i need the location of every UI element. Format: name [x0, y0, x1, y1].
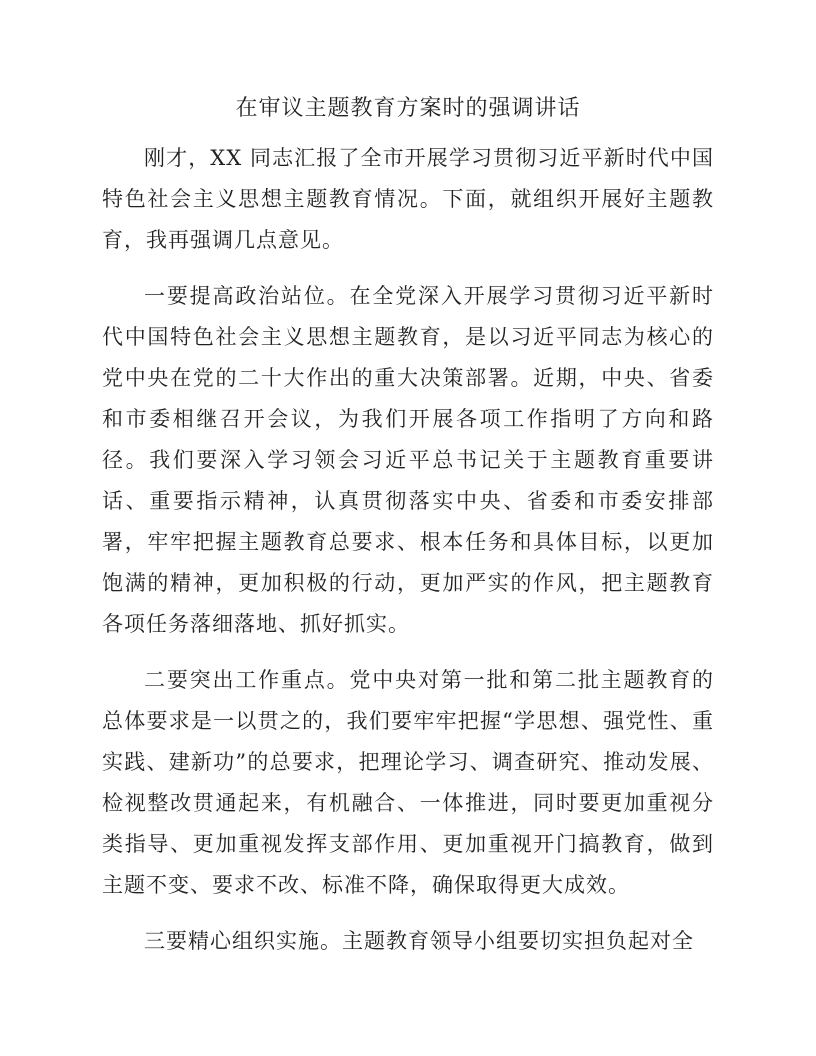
paragraph-point-one: 一要提高政治站位。在全党深入开展学习贯彻习近平新时代中国特色社会主义思想主题教育，是以习近平同志为核心的党中央在党的二十大作出的重大决策部署。近期，中央、省委和市委相继召开会议，为我们开展各项工作指明了方向和路径。我们要深入学习领会习近平总书记关于主题教育重要讲话、重要指示精神，认真贯彻落实中央、省委和市委安排部署，牢牢把握主题教育总要求、根本任务和具体目标，以更加饱满的精神，更加积极的行动，更加严实的作风，把主题教育各项任务落细落地、抓好抓实。 [102, 284, 714, 636]
paragraph-intro: 刚才，XX 同志汇报了全市开展学习贯彻习近平新时代中国特色社会主义思想主题教育情况。下面，就组织开展好主题教育，我再强调几点意见。 [102, 146, 714, 252]
paragraph-point-three: 三要精心组织实施。主题教育领导小组要切实担负起对全 [144, 929, 694, 953]
document-title: 在审议主题教育方案时的强调讲话 [235, 96, 581, 121]
paragraph-point-two: 二要突出工作重点。党中央对第一批和第二批主题教育的总体要求是一以贯之的，我们要牢牢把握“学思想、强党性、重实践、建新功”的总要求，把理论学习、调查研究、推动发展、检视整改贯通起来，有机融合、一体推进，同时要更加重视分类指导、更加重视发挥支部作用、更加重视开门搞教育，做到主题不变、要求不改、标准不降，确保取得更大成效。 [102, 668, 714, 897]
